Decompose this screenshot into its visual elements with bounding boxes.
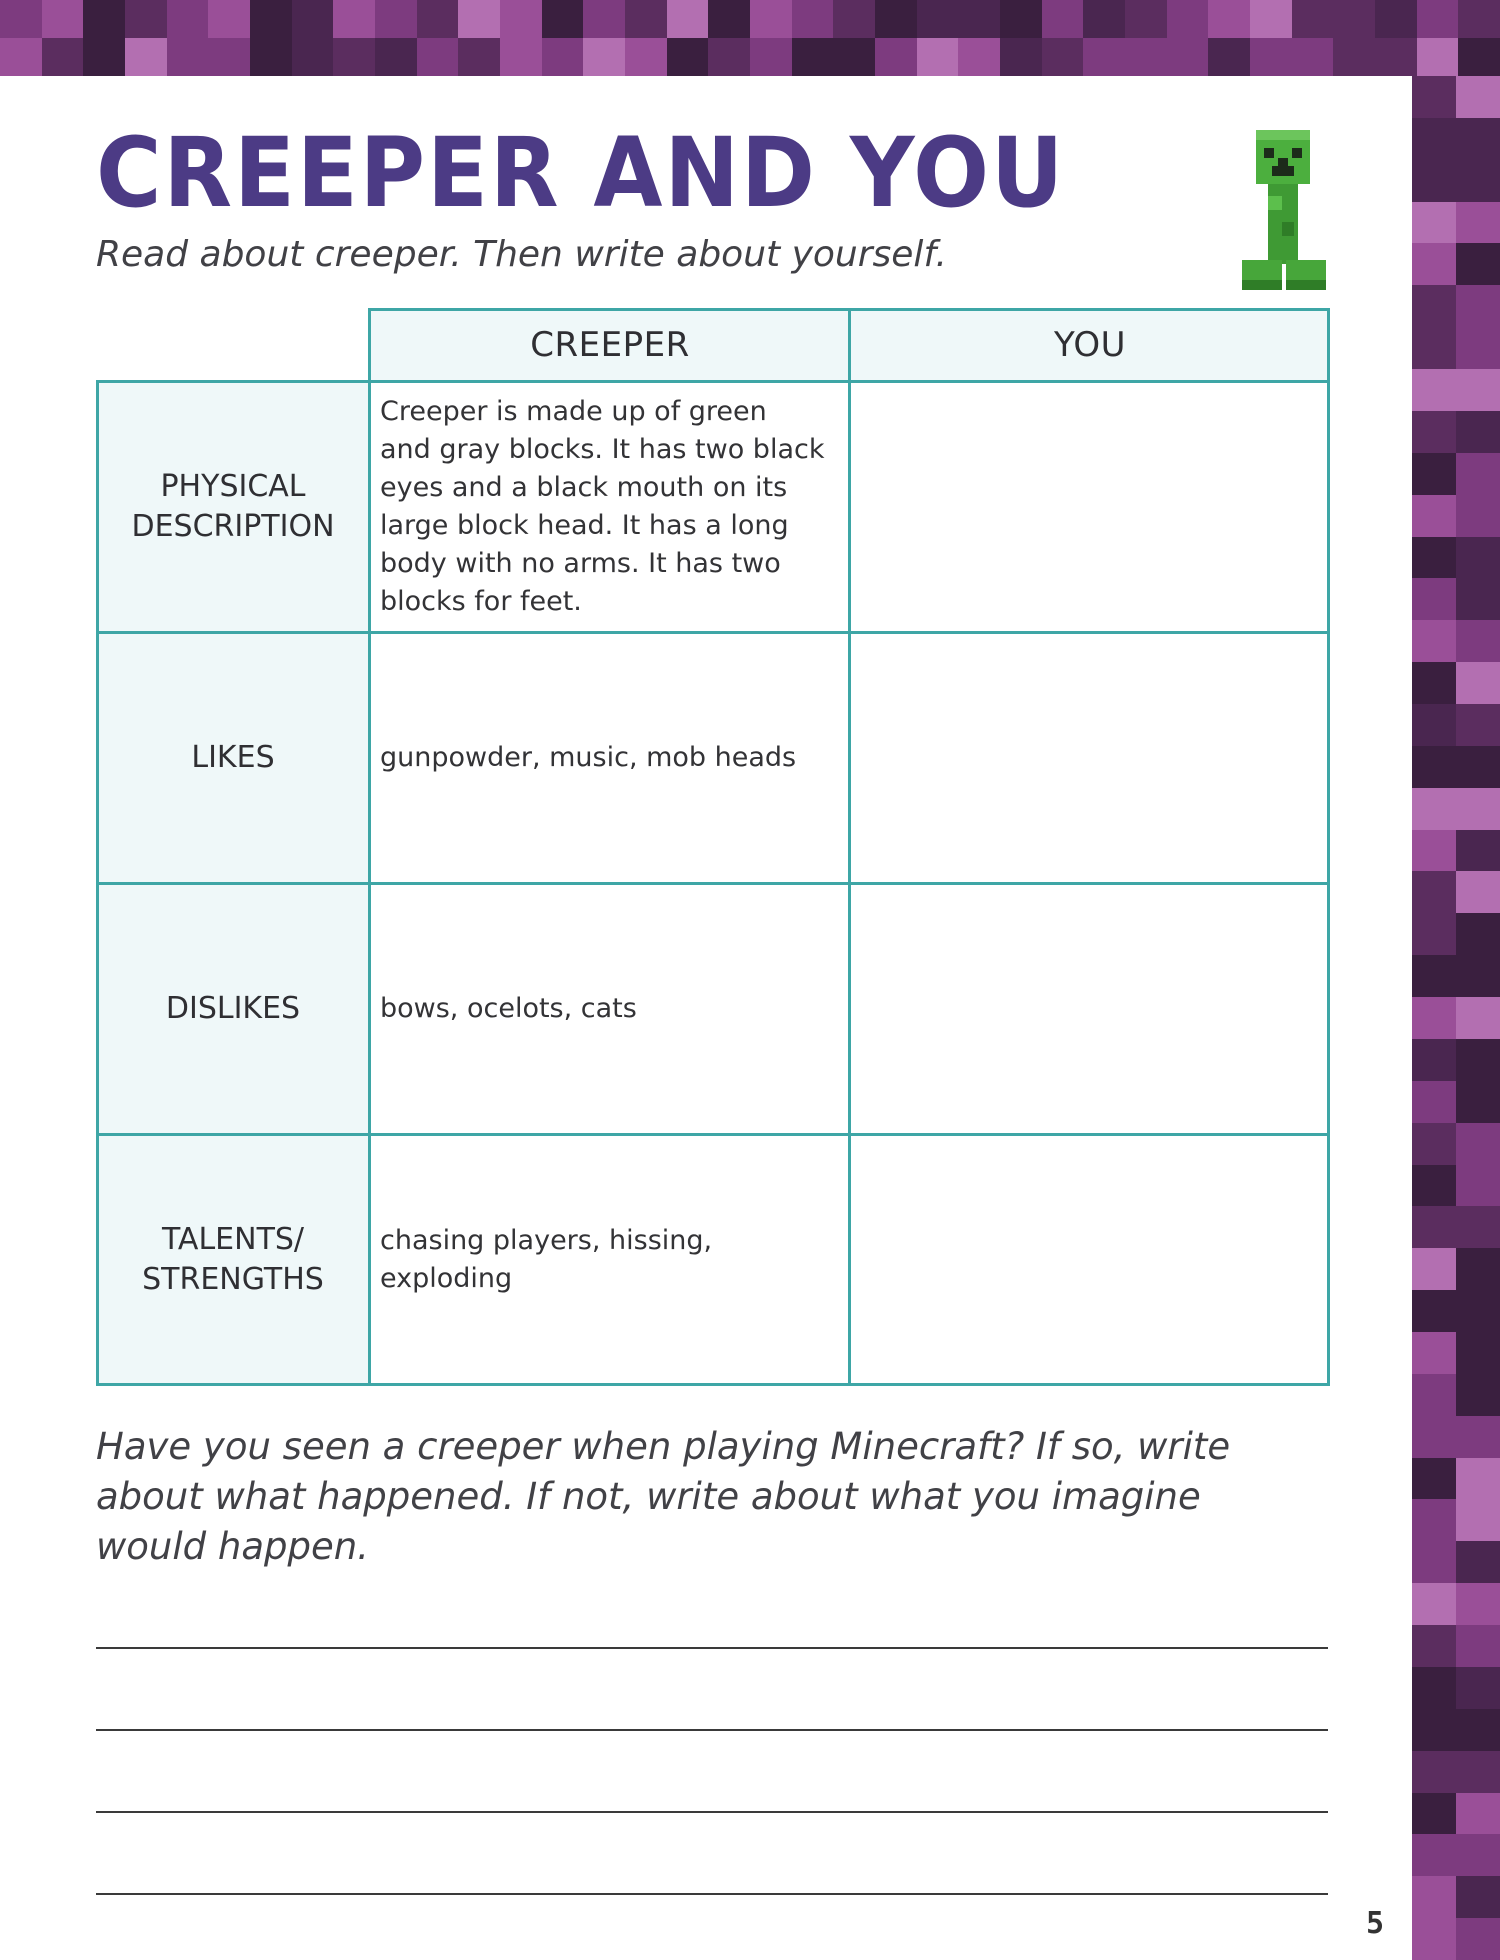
table-line <box>848 308 851 1386</box>
table-line <box>1327 308 1330 1386</box>
writing-line[interactable] <box>96 1811 1328 1813</box>
border-pixel <box>1083 0 1125 38</box>
table-line <box>96 380 99 1386</box>
border-pixel <box>1412 1583 1456 1625</box>
border-pixel <box>1412 913 1456 955</box>
writing-line[interactable] <box>96 1893 1328 1895</box>
border-pixel <box>1412 1793 1456 1835</box>
row-label-talents-strengths: TALENTS/ STRENGTHS <box>96 1134 370 1385</box>
border-pixel <box>292 38 334 76</box>
border-pixel <box>917 38 959 76</box>
border-pixel <box>1412 704 1456 746</box>
border-pixel <box>1167 38 1209 76</box>
border-pixel <box>208 0 250 38</box>
border-pixel <box>542 38 584 76</box>
border-pixel <box>1456 1667 1500 1709</box>
border-pixel <box>1333 38 1375 76</box>
border-pixel <box>1412 202 1456 244</box>
border-pixel <box>1412 871 1456 913</box>
border-pixel <box>1412 830 1456 872</box>
table-line <box>96 631 1330 634</box>
border-pixel <box>1042 38 1084 76</box>
comparison-table <box>96 308 1330 1385</box>
border-pixel <box>625 0 667 38</box>
border-pixel <box>875 38 917 76</box>
header-you: YOU <box>850 308 1330 381</box>
border-pixel <box>667 38 709 76</box>
border-pixel <box>1456 955 1500 997</box>
you-dislikes-field[interactable] <box>850 883 1330 1134</box>
border-pixel <box>1125 0 1167 38</box>
border-pixel <box>1412 1834 1456 1876</box>
border-pixel <box>1456 1416 1500 1458</box>
border-pixel <box>208 38 250 76</box>
border-pixel <box>1412 788 1456 830</box>
border-pixel <box>42 38 84 76</box>
creeper-icon <box>1238 126 1328 296</box>
table-line <box>96 380 1330 383</box>
border-pixel <box>1208 38 1250 76</box>
border-pixel <box>1417 0 1459 38</box>
border-pixel <box>1456 662 1500 704</box>
border-pixel <box>1412 243 1456 285</box>
border-pixel <box>1456 1123 1500 1165</box>
border-pixel <box>1412 1039 1456 1081</box>
border-pixel <box>1412 1374 1456 1416</box>
border-pixel <box>750 0 792 38</box>
border-pixel <box>792 0 834 38</box>
border-pixel <box>1456 1081 1500 1123</box>
border-pixel <box>125 38 167 76</box>
border-pixel <box>1456 1834 1500 1876</box>
border-pixel <box>1412 578 1456 620</box>
border-pixel <box>333 38 375 76</box>
border-pixel <box>1456 788 1500 830</box>
border-pixel <box>250 0 292 38</box>
border-pixel <box>1456 285 1500 327</box>
border-pixel <box>1412 411 1456 453</box>
border-pixel <box>792 38 834 76</box>
border-pixel <box>1412 1081 1456 1123</box>
top-pixel-border <box>0 0 1500 76</box>
border-pixel <box>625 38 667 76</box>
border-pixel <box>1412 1751 1456 1793</box>
border-pixel <box>1412 620 1456 662</box>
border-pixel <box>1042 0 1084 38</box>
border-pixel <box>1456 1165 1500 1207</box>
border-pixel <box>167 0 209 38</box>
border-pixel <box>42 0 84 38</box>
row-label-likes: LIKES <box>96 632 370 883</box>
border-pixel <box>1000 0 1042 38</box>
border-pixel <box>1456 1499 1500 1541</box>
border-pixel <box>1412 1499 1456 1541</box>
border-pixel <box>0 38 42 76</box>
border-pixel <box>1456 1918 1500 1960</box>
border-pixel <box>1417 38 1459 76</box>
border-pixel <box>1250 38 1292 76</box>
table-line <box>96 882 1330 885</box>
border-pixel <box>292 0 334 38</box>
border-pixel <box>1456 118 1500 160</box>
border-pixel <box>417 38 459 76</box>
border-pixel <box>1167 0 1209 38</box>
border-pixel <box>1412 369 1456 411</box>
border-pixel <box>1412 160 1456 202</box>
border-pixel <box>1412 118 1456 160</box>
border-pixel <box>542 0 584 38</box>
table-line <box>96 1133 1330 1136</box>
creeper-likes: gunpowder, music, mob heads <box>380 741 797 773</box>
border-pixel <box>833 38 875 76</box>
page-subtitle: Read about creeper. Then write about yourself. <box>96 234 947 275</box>
page-title: CREEPER AND YOU <box>96 117 1066 229</box>
you-physical-description-field[interactable] <box>850 381 1330 632</box>
border-pixel <box>917 0 959 38</box>
border-pixel <box>458 0 500 38</box>
border-pixel <box>1208 0 1250 38</box>
border-pixel <box>958 0 1000 38</box>
border-pixel <box>1412 1625 1456 1667</box>
border-pixel <box>708 0 750 38</box>
border-pixel <box>1456 1625 1500 1667</box>
border-pixel <box>1412 1709 1456 1751</box>
border-pixel <box>750 38 792 76</box>
border-pixel <box>1456 495 1500 537</box>
header-creeper: CREEPER <box>370 308 850 381</box>
border-pixel <box>708 38 750 76</box>
border-pixel <box>1292 0 1334 38</box>
border-pixel <box>1412 1165 1456 1207</box>
border-pixel <box>1412 1876 1456 1918</box>
border-pixel <box>1250 0 1292 38</box>
border-pixel <box>333 0 375 38</box>
you-talents-field[interactable] <box>850 1134 1330 1385</box>
border-pixel <box>500 0 542 38</box>
border-pixel <box>1456 411 1500 453</box>
right-pixel-border <box>1412 76 1500 1960</box>
border-pixel <box>1083 38 1125 76</box>
border-pixel <box>583 0 625 38</box>
border-pixel <box>1412 537 1456 579</box>
border-pixel <box>1125 38 1167 76</box>
border-pixel <box>1412 1541 1456 1583</box>
border-pixel <box>1412 662 1456 704</box>
border-pixel <box>1456 1206 1500 1248</box>
border-pixel <box>1412 1458 1456 1500</box>
border-pixel <box>1412 453 1456 495</box>
border-pixel <box>1412 1123 1456 1165</box>
border-pixel <box>1412 1206 1456 1248</box>
border-pixel <box>1458 38 1500 76</box>
row-label-dislikes: DISLIKES <box>96 883 370 1134</box>
border-pixel <box>1412 955 1456 997</box>
border-pixel <box>500 38 542 76</box>
border-pixel <box>1456 1583 1500 1625</box>
creeper-physical-description: Creeper is made up of green and gray blocks. It has two black eyes and a black mouth on its large block head. It has a long body with no arms. It has two blocks for feet. <box>380 395 825 617</box>
creeper-talents: chasing players, hissing, exploding <box>380 1224 713 1294</box>
border-pixel <box>1456 1541 1500 1583</box>
row-label-physical-description: PHYSICAL DESCRIPTION <box>96 381 370 632</box>
border-pixel <box>1456 1290 1500 1332</box>
border-pixel <box>1456 913 1500 955</box>
border-pixel <box>1456 997 1500 1039</box>
border-pixel <box>375 38 417 76</box>
border-pixel <box>1412 495 1456 537</box>
border-pixel <box>167 38 209 76</box>
border-pixel <box>1412 1667 1456 1709</box>
border-pixel <box>417 0 459 38</box>
border-pixel <box>1412 285 1456 327</box>
border-pixel <box>1456 243 1500 285</box>
border-pixel <box>1456 369 1500 411</box>
border-pixel <box>250 38 292 76</box>
border-pixel <box>125 0 167 38</box>
border-pixel <box>375 0 417 38</box>
border-pixel <box>83 0 125 38</box>
border-pixel <box>1292 38 1334 76</box>
border-pixel <box>667 0 709 38</box>
you-likes-field[interactable] <box>850 632 1330 883</box>
border-pixel <box>0 0 42 38</box>
border-pixel <box>1000 38 1042 76</box>
border-pixel <box>83 38 125 76</box>
border-pixel <box>1456 453 1500 495</box>
border-pixel <box>1375 38 1417 76</box>
border-pixel <box>1456 1751 1500 1793</box>
writing-line[interactable] <box>96 1647 1328 1649</box>
border-pixel <box>833 0 875 38</box>
border-pixel <box>1456 1793 1500 1835</box>
border-pixel <box>1456 537 1500 579</box>
table-line <box>96 1383 1330 1386</box>
border-pixel <box>1456 76 1500 118</box>
border-pixel <box>1456 746 1500 788</box>
creeper-dislikes: bows, ocelots, cats <box>380 992 637 1024</box>
table-line <box>368 308 371 1386</box>
border-pixel <box>1412 327 1456 369</box>
border-pixel <box>1456 1039 1500 1081</box>
border-pixel <box>1456 1332 1500 1374</box>
writing-prompt: Have you seen a creeper when playing Minecraft? If so, write about what happened. If not, write about what you imagine would happen. <box>96 1425 1231 1568</box>
border-pixel <box>1456 327 1500 369</box>
border-pixel <box>583 38 625 76</box>
border-pixel <box>1456 620 1500 662</box>
border-pixel <box>458 38 500 76</box>
border-pixel <box>1412 997 1456 1039</box>
border-pixel <box>958 38 1000 76</box>
border-pixel <box>1456 1876 1500 1918</box>
border-pixel <box>1375 0 1417 38</box>
border-pixel <box>1412 1248 1456 1290</box>
border-pixel <box>1456 202 1500 244</box>
border-pixel <box>1458 0 1500 38</box>
border-pixel <box>1456 578 1500 620</box>
page-number: 5 <box>1366 1906 1385 1941</box>
border-pixel <box>1412 1290 1456 1332</box>
border-pixel <box>1456 1458 1500 1500</box>
border-pixel <box>1412 746 1456 788</box>
border-pixel <box>1456 830 1500 872</box>
border-pixel <box>1412 1332 1456 1374</box>
border-pixel <box>875 0 917 38</box>
border-pixel <box>1456 871 1500 913</box>
border-pixel <box>1412 76 1456 118</box>
border-pixel <box>1456 1709 1500 1751</box>
border-pixel <box>1456 1248 1500 1290</box>
border-pixel <box>1456 704 1500 746</box>
border-pixel <box>1456 160 1500 202</box>
border-pixel <box>1412 1918 1456 1960</box>
border-pixel <box>1456 1374 1500 1416</box>
border-pixel <box>1333 0 1375 38</box>
border-pixel <box>1412 1416 1456 1458</box>
writing-line[interactable] <box>96 1729 1328 1731</box>
